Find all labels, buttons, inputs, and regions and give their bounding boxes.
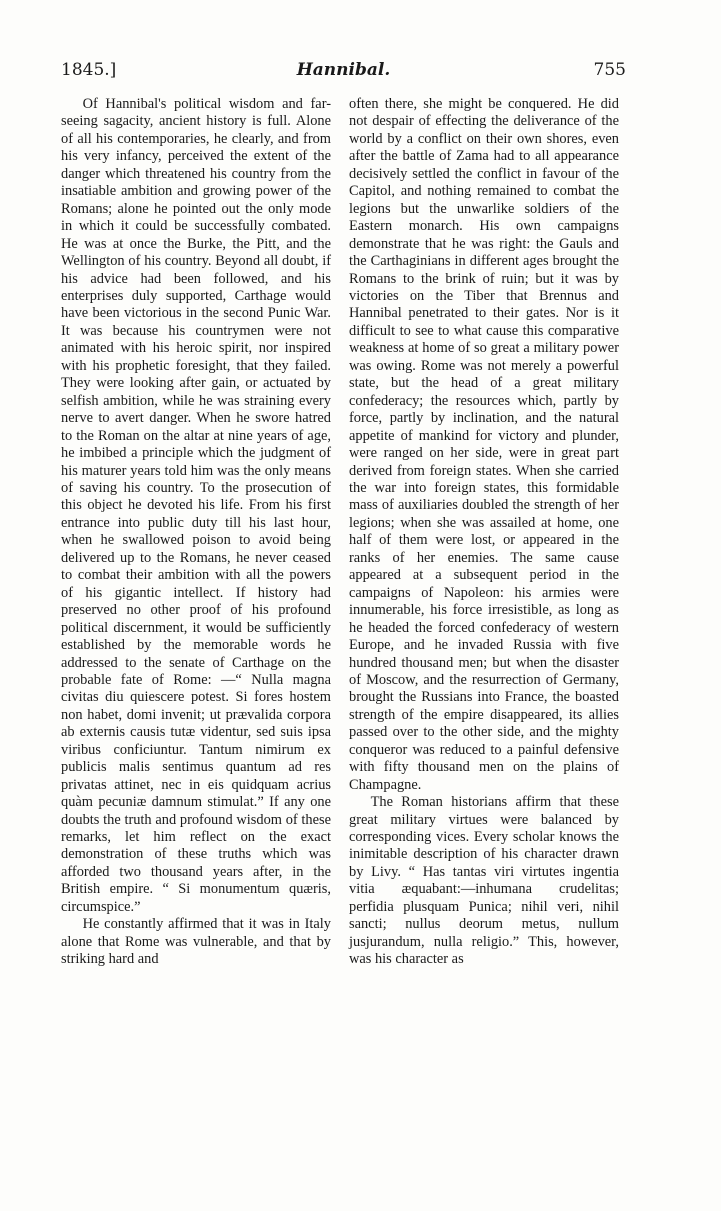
left-column — [61, 96, 331, 969]
paragraph: He constantly affirmed that it was in Italy alone that Rome was vulnerable, and that by striking hard and — [61, 916, 331, 968]
paragraph: Of Hannibal's political wisdom and far-seeing sagacity, ancient history is full. Alone of all his contemporaries, he clearly, and from his very infancy, perceived the extent of the danger which threatened his country from the insatiable ambition and growing power of the Romans; alone he pointed out the only mode in which it could be successfully combated. He was at once the Burke, the Pitt, and the Wellington of his country. Beyond all doubt, if his advice had been followed, and his enterprises duly supported, Carthage would have been victorious in the second Punic War. It was because his countrymen were not animated with his heroic spirit, nor inspired with his prophetic foresight, that they failed. They were looking after gain, or actuated by selfish ambition, while he was straining every nerve to avert danger. When he swore hatred to the Roman on the altar at nine years of age, he imbibed a principle which the judgment of his maturer years told him was the only means of saving his country. To the prosecution of this object he devoted his life. From his first entrance into public duty till his last hour, when he swallowed poison to avoid being delivered up to the Romans, he never ceased to combat their ambition with all the powers of his gigantic intellect. If history had preserved no other proof of his profound political discernment, it would be sufficiently established by the memorable words he addressed to the senate of Carthage on the probable fate of Rome: —“ Nulla magna civitas diu quiescere potest. Si fores hostem non habet, domi invenit; ut prævalida corpora ab externis causis tutæ videntur, sed suis ipsa viribus conficiuntur. Tantum nimirum ex publicis malis sentimus quantum ad res privatas attinet, nec in eis quidquam acrius quàm pecuniæ damnum stimulat.” If any one doubts the truth and profound wisdom of these remarks, let him reflect on the exact demonstration of these truths which was afforded two thousand years after, in the British empire. “ Si monumentum quæris, circumspice.” — [61, 96, 331, 915]
header-title: Hannibal. — [296, 60, 391, 80]
page-number: 755 — [593, 60, 626, 80]
paragraph: The Roman historians affirm that these great military virtues were balanced by corresponding vices. Every scholar knows the inimitable description of his character drawn by Livy. “ Has tantas viri virtutes ingentia vitia æquabant:—inhumana crudelitas; perfidia plusquam Punica; nihil veri, nihil sancti; nullus deorum metus, nullum jusjurandum, nulla religio.” This, however, was his character as — [349, 794, 619, 968]
running-header — [61, 60, 626, 84]
paragraph-continued: often there, she might be conquered. He did not despair of effecting the deliverance of the world by a conflict on their own shores, even after the battle of Zama had to all appearance decisively settled the conflict in favour of the Capitol, and nothing remained to combat the legions but the unwarlike soldiers of the Eastern monarch. His own campaigns demonstrate that he was right: the Gauls and the Carthaginians in different ages brought the Romans to the brink of ruin; but it was by victories on the Tiber that Brennus and Hannibal penetrated to their gates. Nor is it difficult to see to what cause this comparative weakness at home of so great a military power was owing. Rome was not merely a powerful state, but the head of a great military confederacy; the resources which, partly by force, partly by inclination, and the natural appetite of mankind for victory and plunder, were ranged on her side, were in great part derived from foreign states. When she carried the war into foreign states, this formidable mass of auxiliaries doubled the strength of her legions; when she was assailed at home, one half of them were lost, or appeared in the ranks of her enemies. The same cause appeared at a subsequent period in the campaigns of Napoleon: his armies were innumerable, his force irresistible, as long as he headed the forced confederacy of western Europe, and he invaded Russia with five hundred thousand men; but when the disaster of Moscow, and the resurrection of Germany, brought the Russians into France, the boasted strength of the empire disappeared, its allies passed over to the other side, and the mighty conqueror was reduced to a painful defensive with fifty thousand men on the plains of Champagne. — [349, 96, 619, 793]
header-year: 1845.] — [61, 60, 117, 80]
right-column — [349, 96, 619, 969]
